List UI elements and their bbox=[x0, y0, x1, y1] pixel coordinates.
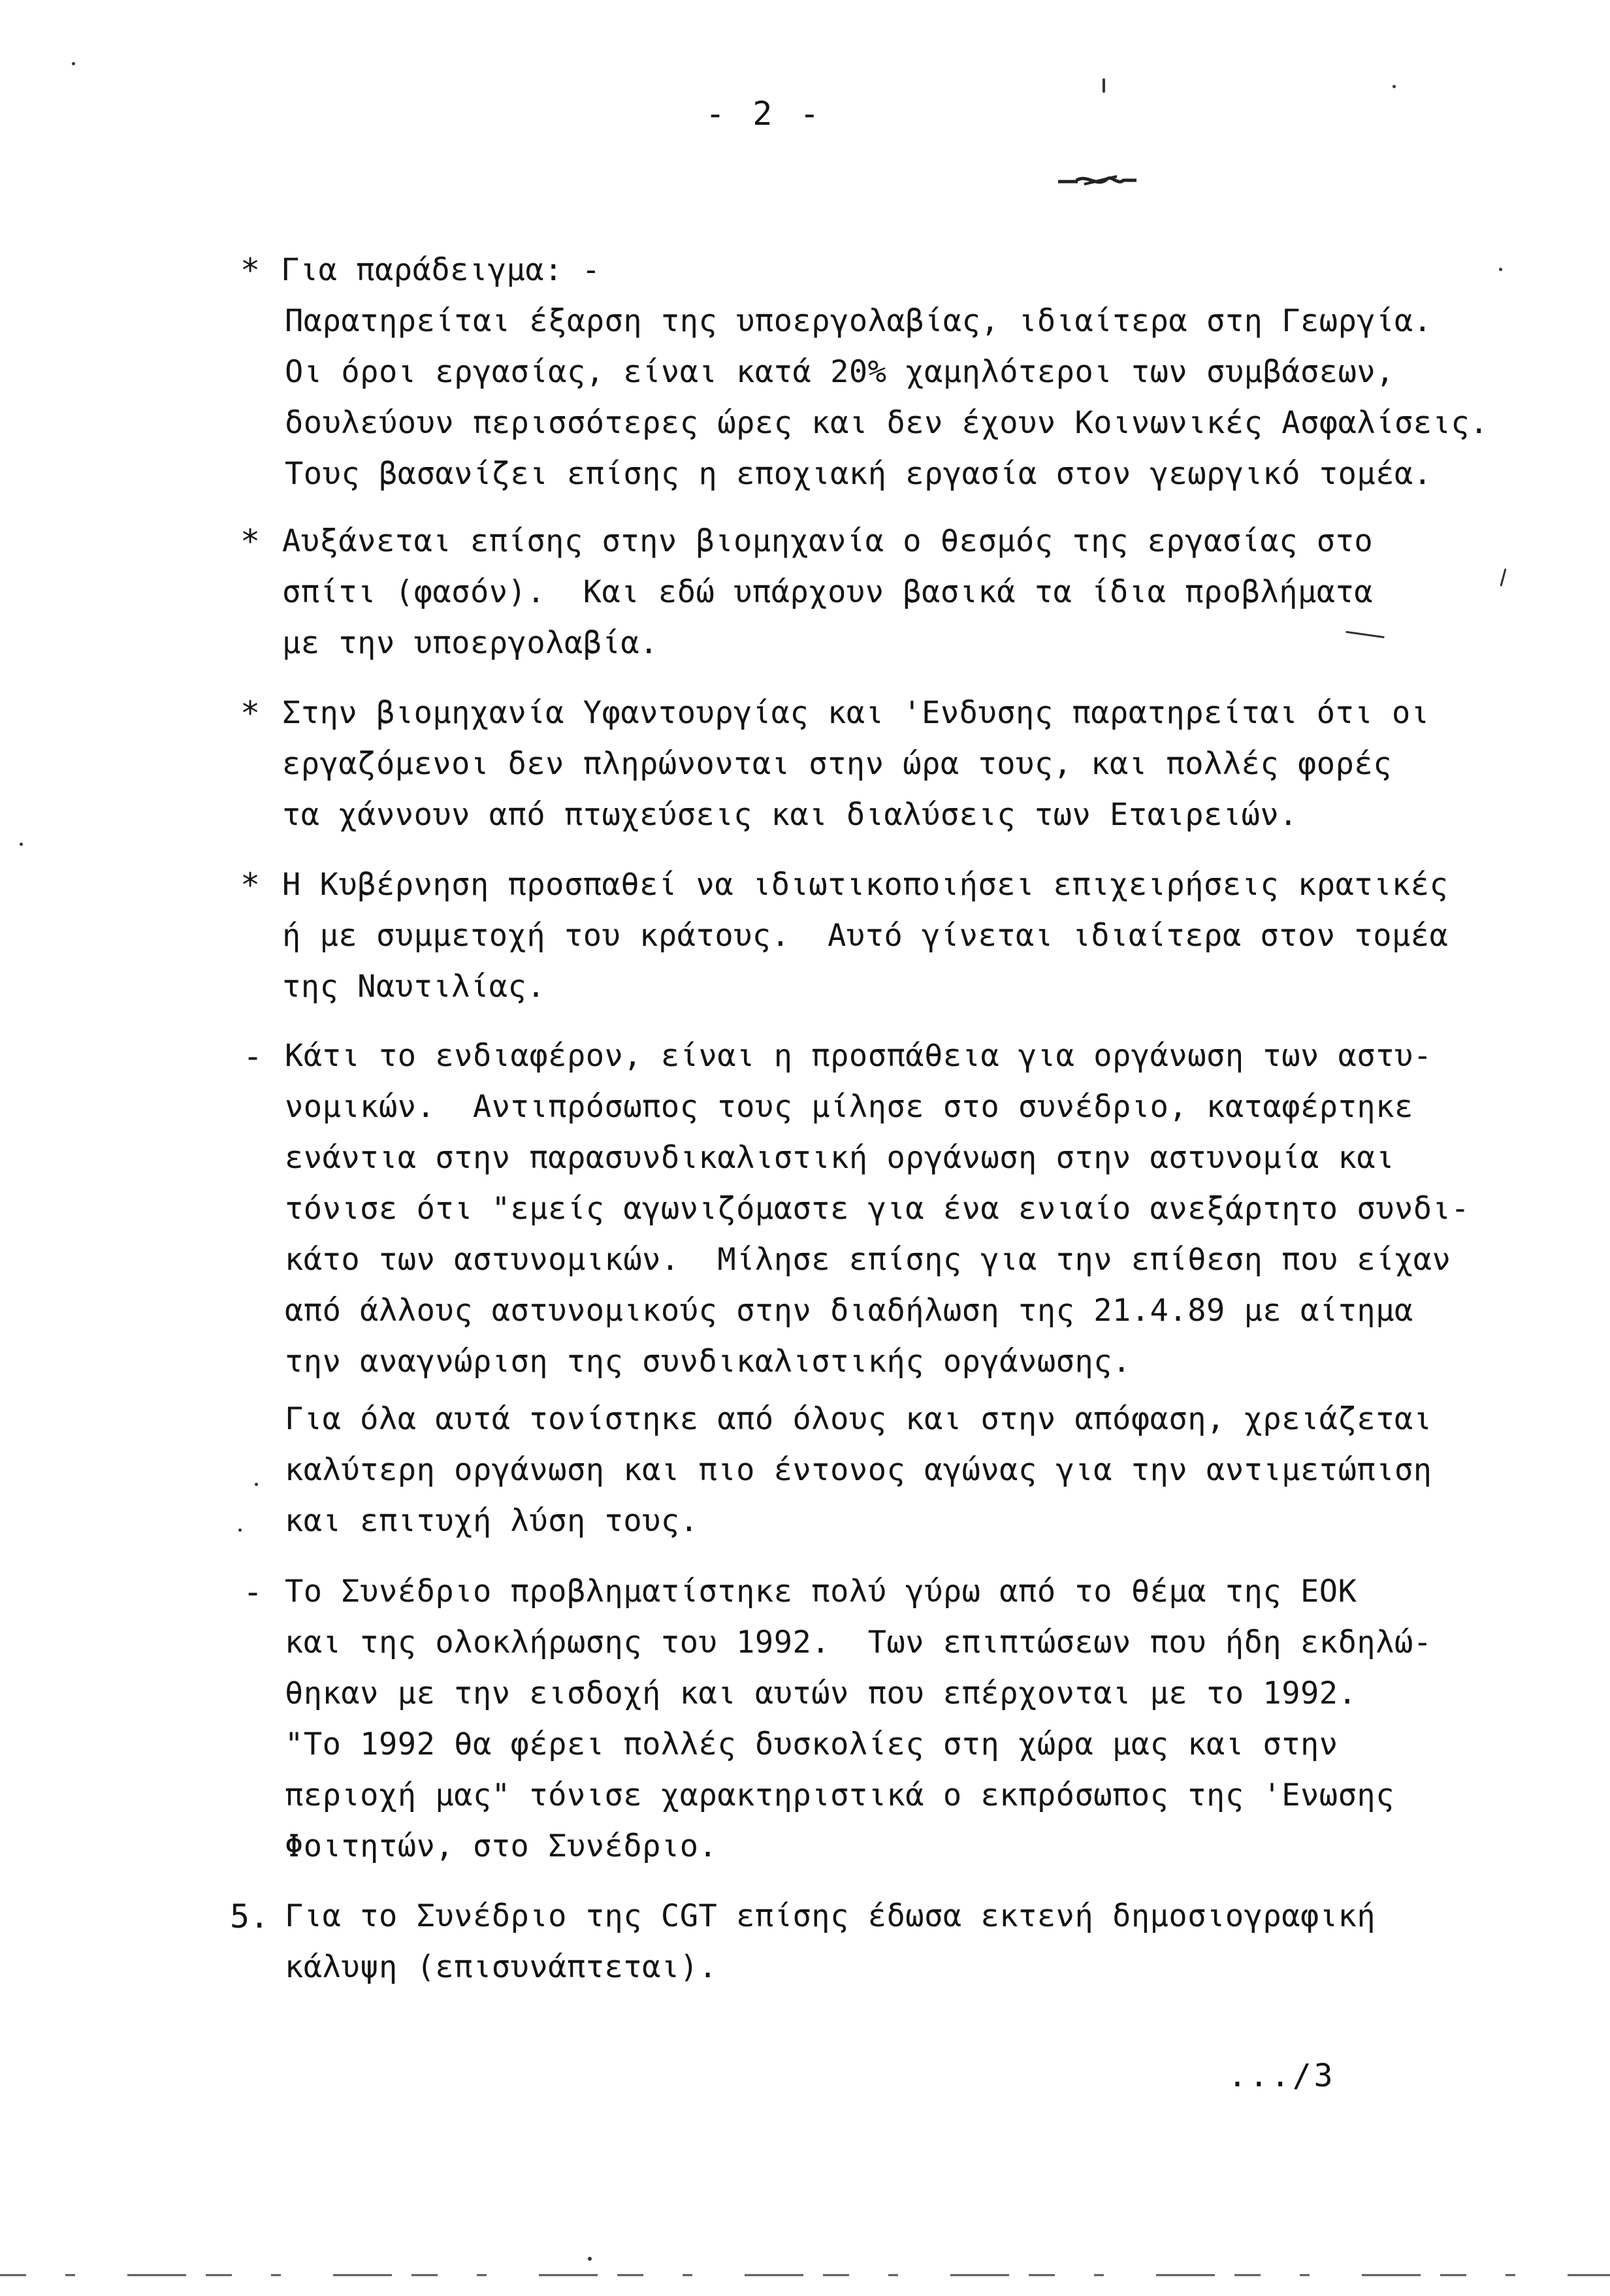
text-line: τα χάννουν από πτωχεύσεις και διαλύσεις των Εταιρειών. bbox=[282, 797, 1298, 833]
page-number: - 2 - bbox=[705, 95, 824, 133]
text-line: κάλυψη (επισυνάπτεται). bbox=[285, 1949, 718, 1985]
bullet-marker: * bbox=[240, 523, 261, 560]
text-line: ή με συμμετοχή του κράτους. Αυτό γίνεται ιδιαίτερα στον τομέα bbox=[282, 918, 1449, 954]
text-line: την αναγνώριση της συνδικαλιστικής οργάνωσης. bbox=[285, 1344, 1131, 1380]
scan-speck bbox=[1499, 268, 1502, 271]
bullet-marker: * bbox=[240, 251, 261, 289]
text-line: Φοιτητών, στο Συνέδριο. bbox=[285, 1828, 718, 1864]
text-line: καλύτερη οργάνωση και πιο έντονος αγώνας για την αντιμετώπιση bbox=[285, 1452, 1432, 1488]
bullet-marker: * bbox=[240, 866, 261, 904]
scan-speck bbox=[1345, 631, 1385, 638]
scan-edge-noise bbox=[0, 2273, 1610, 2277]
text-line: από άλλους αστυνομικούς στην διαδήλωση της 21.4.89 με αίτημα bbox=[285, 1293, 1413, 1329]
text-line: περιοχή μας" τόνισε χαρακτηριστικά ο εκπρόσωπος της 'Ενωσης bbox=[285, 1777, 1394, 1813]
scan-speck bbox=[20, 843, 23, 846]
scan-speck bbox=[1500, 568, 1506, 587]
text-line: με την υποεργολαβία. bbox=[282, 625, 658, 661]
text-line: Τους βασανίζει επίσης η εποχιακή εργασία στον γεωργικό τομέα. bbox=[285, 456, 1432, 492]
text-line: κάτο των αστυνομικών. Μίλησε επίσης για την επίθεση που είχαν bbox=[285, 1242, 1451, 1278]
text-line: Για το Συνέδριο της CGT επίσης έδωσα εκτενή δημοσιογραφική bbox=[285, 1898, 1376, 1934]
text-line: Η Κυβέρνηση προσπαθεί να ιδιωτικοποιήσει επιχειρήσεις κρατικές bbox=[282, 867, 1449, 903]
text-line: εργαζόμενοι δεν πληρώνονται στην ώρα τους, και πολλές φορές bbox=[282, 746, 1392, 782]
text-line: της Ναυτιλίας. bbox=[282, 969, 546, 1005]
bullet-marker: * bbox=[240, 694, 261, 732]
text-line: "Το 1992 θα φέρει πολλές δυσκολίες στη χώρα μας και στην bbox=[285, 1726, 1338, 1762]
number-marker: 5. bbox=[230, 1898, 270, 1935]
text-line: Παρατηρείται έξαρση της υποεργολαβίας, ιδιαίτερα στη Γεωργία. bbox=[285, 303, 1432, 339]
scan-speck bbox=[588, 2257, 592, 2261]
scan-speck bbox=[255, 1483, 258, 1486]
scan-speck bbox=[72, 62, 75, 65]
text-line: Το Συνέδριο προβληματίστηκε πολύ γύρω από το θέμα της ΕΟΚ bbox=[285, 1574, 1357, 1609]
dash-marker: - bbox=[243, 1573, 263, 1611]
text-line: Στην βιομηχανία Υφαντουργίας και 'Ενδυσης παρατηρείται ότι οι bbox=[282, 695, 1430, 731]
text-line: ενάντια στην παρασυνδικαλιστική οργάνωση στην αστυνομία και bbox=[285, 1140, 1394, 1176]
continuation-marker: .../3 bbox=[1228, 2058, 1336, 2094]
text-line: θηκαν με την εισδοχή και αυτών που επέρχονται με το 1992. bbox=[285, 1675, 1357, 1711]
text-line: τόνισε ότι "εμείς αγωνιζόμαστε για ένα ενιαίο ανεξάρτητο συνδι- bbox=[285, 1191, 1470, 1227]
text-line: και της ολοκλήρωσης του 1992. Των επιπτώσεων που ήδη εκδηλώ- bbox=[285, 1625, 1432, 1660]
text-line: και επιτυχή λύση τους. bbox=[285, 1503, 699, 1539]
scan-speck bbox=[1393, 85, 1396, 88]
text-line: σπίτι (φασόν). Και εδώ υπάρχουν βασικά τα ίδια προβλήματα bbox=[282, 574, 1374, 610]
text-line: δουλεύουν περισσότερες ώρες και δεν έχουν Κοινωνικές Ασφαλίσεις. bbox=[285, 405, 1489, 441]
text-line: Για όλα αυτά τονίστηκε από όλους και στην απόφαση, χρειάζεται bbox=[285, 1401, 1432, 1437]
dash-marker: - bbox=[243, 1037, 263, 1075]
text-line: Οι όροι εργασίας, είναι κατά 20% χαμηλότεροι των συμβάσεων, bbox=[285, 354, 1394, 390]
text-line: νομικών. Αντιπρόσωπος τους μίλησε στο συνέδριο, καταφέρτηκε bbox=[285, 1089, 1413, 1125]
text-line: Κάτι το ενδιαφέρον, είναι η προσπάθεια για οργάνωση των αστυ- bbox=[285, 1038, 1432, 1074]
scan-speck bbox=[238, 1528, 242, 1532]
text-line: Για παράδειγμα: - bbox=[281, 252, 601, 288]
flourish-ornament bbox=[1058, 171, 1136, 191]
scan-speck bbox=[1103, 78, 1105, 93]
text-line: Αυξάνεται επίσης στην βιομηχανία ο θεσμός της εργασίας στο bbox=[282, 523, 1374, 559]
